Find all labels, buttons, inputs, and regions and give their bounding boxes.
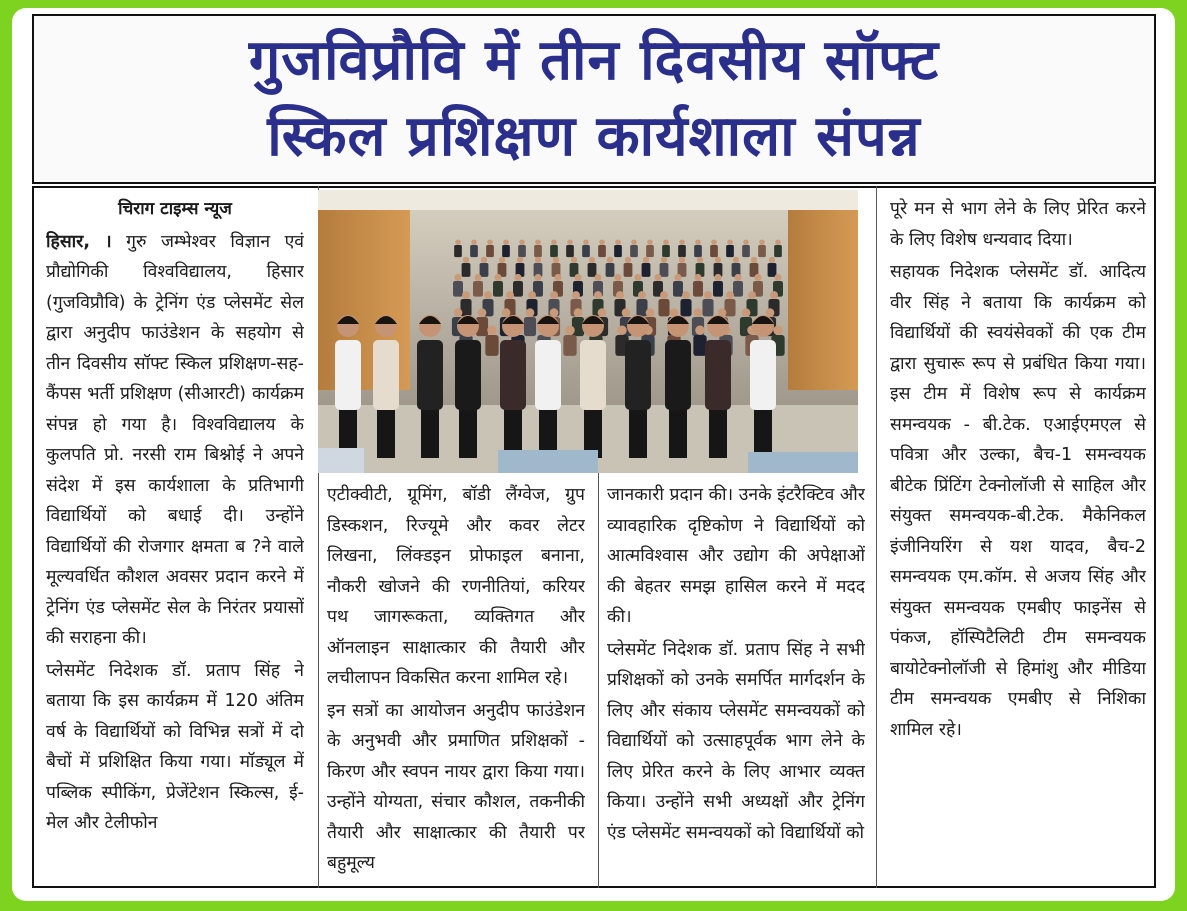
article-paragraph: प्लेसमेंट निदेशक डॉ. प्रताप सिंह ने बताया कि इस कार्यक्रम में 120 अंतिम वर्ष के विद्यार्थियों को विभिन्न सत्रों में दो बैचों में प्रशिक्षित किया गया। मॉड्यूल में पब्लिक स्पीकिंग, प्रेजेंटेशन स्किल्स, ई-मेल और टेलीफोन — [46, 660, 304, 833]
column-divider — [598, 473, 599, 888]
article-paragraph — [46, 227, 304, 654]
dateline: हिसार, । — [46, 231, 112, 252]
group-photo-image — [318, 190, 858, 473]
article-paragraph: इन सत्रों का आयोजन अनुदीप फाउंडेशन के अनुभवी और प्रमाणित प्रशिक्षकों - किरण और स्वपन नायर द्वारा किया गया। उन्होंने योग्यता, संचार कौशल, तकनीकी तैयारी और साक्षात्कार की तैयारी पर बहुमूल्य — [327, 700, 585, 873]
paragraph-text: गुरु जम्भेश्वर विज्ञान एवं प्रौद्योगिकी विश्वविद्यालय, हिसार (गुजविप्रौवि) के ट्रेनिंग एंड प्लेसमेंट सेल द्वारा अनुदीप फाउंडेशन के सहयोग से तीन दिवसीय सॉफ्ट स्किल प्रशिक्षण-सह-कैंपस भर्ती प्रशिक्षण (सीआरटी) कार्यक्रम संपन्न हो गया है। विश्वविद्यालय के कुलपति प्रो. नरसी राम बिश्नोई ने अपने संदेश में इस कार्यशाला के प्रतिभागी विद्यार्थियों को बधाई दी। उन्होंने विद्यार्थियों की रोजगार क्षमता ब ?ने वाले मूल्यवर्धित कौशल अवसर प्रदान करने में ट्रेनिंग एंड प्लेसमेंट सेल के निरंतर प्रयासों की सराहना की। — [46, 231, 304, 648]
article-paragraph: पूरे मन से भाग लेने के लिए प्रेरित करने के लिए विशेष धन्यवाद दिया। — [890, 199, 1146, 250]
article-column-1 — [46, 194, 304, 884]
article-paragraph: जानकारी प्रदान की। उनके इंटरैक्टिव और व्यावहारिक दृष्टिकोण ने विद्यार्थियों को आत्मविश्वास और उद्योग की अपेक्षाओं की बेहतर समझ हासिल करने में मदद की। — [607, 485, 865, 627]
headline-box — [32, 14, 1156, 184]
article-paragraph: एटीक्वीटी, ग्रूमिंग, बॉडी लैंग्वेज, ग्रुप डिस्कशन, रिज्यूमे और कवर लेटर लिखना, लिंक्डइन प्रोफाइल बनाना, नौकरी खोजने की रणनीतियां, करियर पथ जागरूकता, व्यक्तिगत और ऑनलाइन साक्षात्कार की तैयारी और लचीलापन विकसित करना शामिल रहे। — [327, 485, 585, 688]
headline-line-2: स्किल प्रशिक्षण कार्यशाला संपन्न — [267, 104, 921, 169]
group-photo — [318, 190, 858, 473]
article-paragraph: प्लेसमेंट निदेशक डॉ. प्रताप सिंह ने सभी प्रशिक्षकों को उनके समर्पित मार्गदर्शन के लिए और संकाय प्लेसमेंट समन्वयकों को विद्यार्थियों को उत्साहपूर्वक भाग लेने के लिए प्रेरित करने के लिए आभार व्यक्त किया। उन्होंने सभी अध्यक्षों और ट्रेनिंग एंड प्लेसमेंट समन्वयकों को विद्यार्थियों को — [607, 639, 865, 843]
article-paragraph: सहायक निदेशक प्लेसमेंट डॉ. आदित्य वीर सिंह ने बताया कि कार्यक्रम को विद्यार्थियों की स्वयंसेवकों की एक टीम द्वारा सुचारू रूप से प्रबंधित किया गया। इस टीम में विशेष रूप से कार्यक्रम समन्वयक - बी.टेक. एआईएमएल से पवित्रा और उल्का, बैच-1 समन्वयक बीटेक प्रिंटिंग टेक्नोलॉजी से साहिल और संयुक्त समन्वयक-बी.टेक. मैकेनिकल इंजीनियरिंग से यश यादव, बैच-2 समन्वयक एम.कॉम. से अजय सिंह और संयुक्त समन्वयक एमबीए फाइनेंस से पंकज, हॉस्पिटैलिटी टीम समन्वयक बायोटेक्नोलॉजी से हिमांशु और मीडिया टीम समन्वयक एमबीए से निशिका शामिल रहे। — [890, 262, 1146, 740]
headline-line-1: गुजविप्रौवि में तीन दिवसीय सॉफ्ट — [248, 28, 940, 93]
column-divider — [876, 186, 877, 888]
article-column-4 — [890, 194, 1146, 884]
byline: चिराग टाइम्स न्यूज — [118, 199, 232, 219]
article-column-3 — [607, 480, 865, 884]
article-column-2 — [327, 480, 585, 884]
